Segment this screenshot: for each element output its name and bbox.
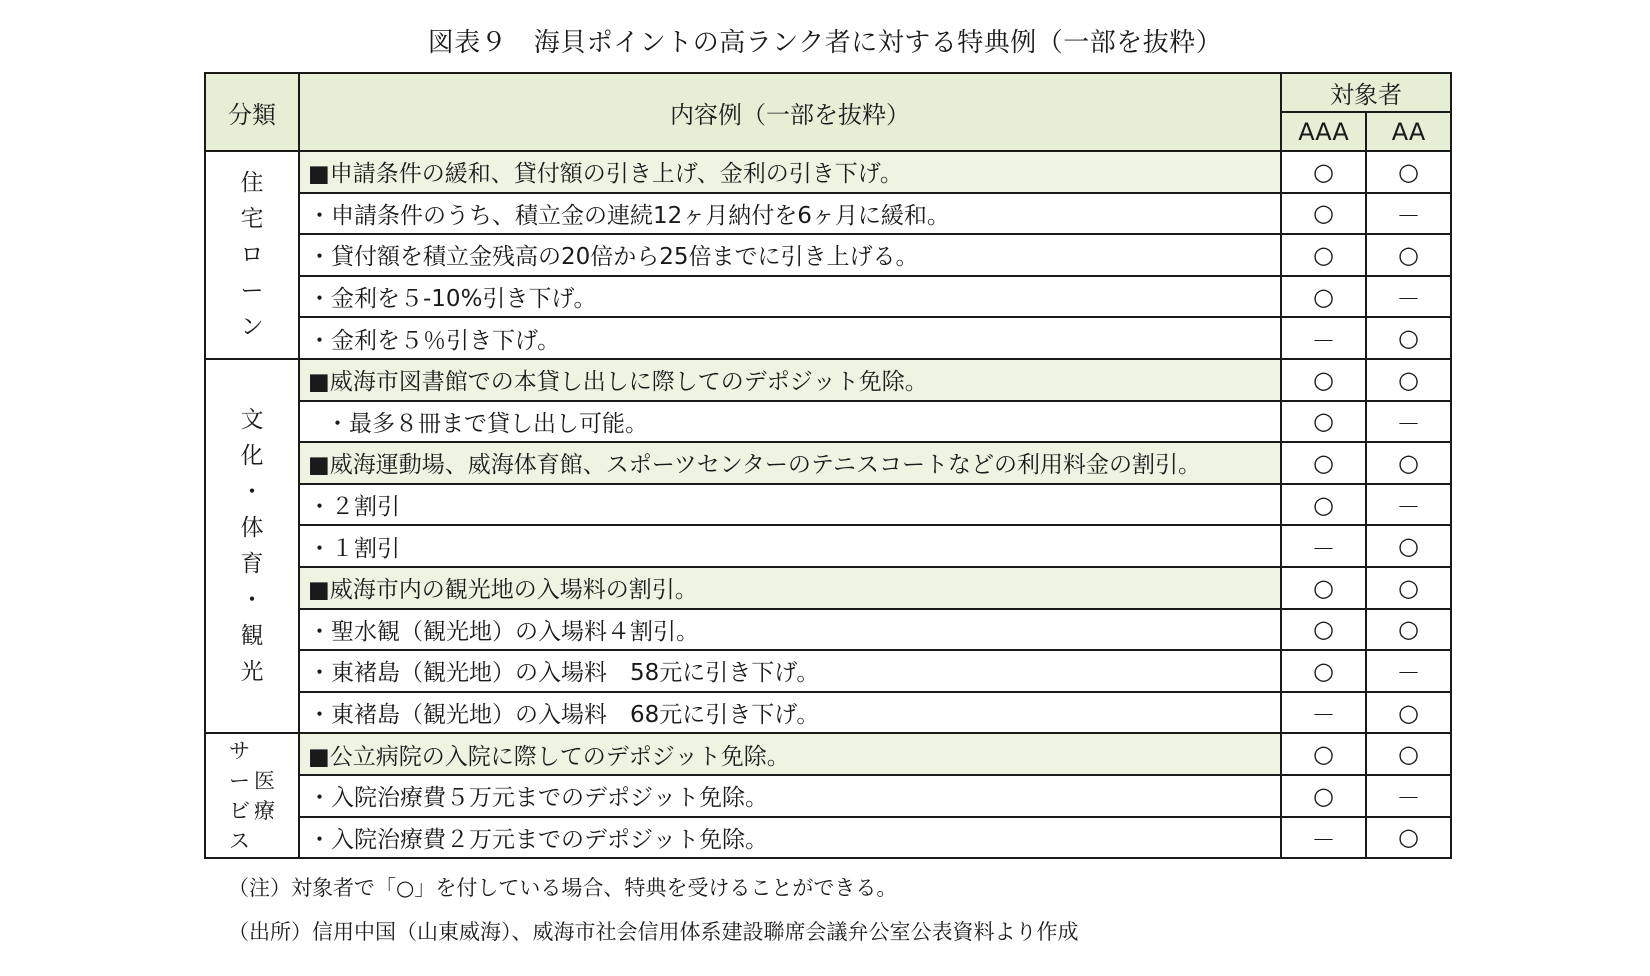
- mark-aaa: ○: [1281, 609, 1366, 651]
- row-text: ・金利を５-10%引き下げ。: [299, 276, 1281, 318]
- row-text: ・２割引: [299, 484, 1281, 526]
- mark-aaa: －: [1281, 525, 1366, 567]
- mark-aa: ○: [1366, 151, 1451, 193]
- mark-aa: －: [1366, 276, 1451, 318]
- mark-aa: ○: [1366, 733, 1451, 775]
- mark-aaa: ○: [1281, 733, 1366, 775]
- row-text: ■威海市内の観光地の入場料の割引。: [299, 567, 1281, 609]
- mark-aaa: ○: [1281, 775, 1366, 817]
- mark-aaa: －: [1281, 692, 1366, 734]
- mark-aaa: ○: [1281, 650, 1366, 692]
- row-text: ・貸付額を積立金残高の20倍から25倍までに引き上げる。: [299, 234, 1281, 276]
- mark-aaa: ○: [1281, 442, 1366, 484]
- category-culture-sports-tourism: 文 化 ・ 体 育 ・ 観 光: [205, 359, 299, 733]
- mark-aaa: ○: [1281, 151, 1366, 193]
- mark-aaa: ○: [1281, 401, 1366, 443]
- mark-aa: ○: [1366, 442, 1451, 484]
- mark-aaa: －: [1281, 817, 1366, 859]
- category-medical-service: サ ー ビ ス 医 療: [205, 733, 299, 858]
- row-text: ・東褚島（観光地）の入場料 68元に引き下げ。: [299, 692, 1281, 734]
- mark-aa: －: [1366, 484, 1451, 526]
- mark-aa: ○: [1366, 567, 1451, 609]
- row-text: ■威海市図書館での本貸し出しに際してのデポジット免除。: [299, 359, 1281, 401]
- mark-aa: －: [1366, 775, 1451, 817]
- row-text: ■威海運動場、威海体育館、スポーツセンターのテニスコートなどの利用料金の割引。: [299, 442, 1281, 484]
- category-housing-loan: 住 宅 ロ ー ン: [205, 151, 299, 359]
- mark-aaa: ○: [1281, 484, 1366, 526]
- row-text: ・入院治療費５万元までのデポジット免除。: [299, 775, 1281, 817]
- header-aa: AA: [1366, 112, 1451, 151]
- mark-aa: ○: [1366, 359, 1451, 401]
- mark-aa: ○: [1366, 692, 1451, 734]
- mark-aa: －: [1366, 193, 1451, 235]
- row-text: ・聖水観（観光地）の入場料４割引。: [299, 609, 1281, 651]
- header-aaa: AAA: [1281, 112, 1366, 151]
- row-text: ■申請条件の緩和、貸付額の引き上げ、金利の引き下げ。: [299, 151, 1281, 193]
- mark-aa: ○: [1366, 817, 1451, 859]
- mark-aaa: ○: [1281, 276, 1366, 318]
- mark-aa: －: [1366, 401, 1451, 443]
- row-text: ・入院治療費２万元までのデポジット免除。: [299, 817, 1281, 859]
- row-text: ・最多８冊まで貸し出し可能。: [299, 401, 1281, 443]
- source-text: （出所）信用中国（山東威海）、威海市社会信用体系建設聯席会議弁公室公表資料より作成: [228, 920, 1079, 944]
- mark-aa: ○: [1366, 234, 1451, 276]
- mark-aaa: ○: [1281, 567, 1366, 609]
- mark-aa: ○: [1366, 609, 1451, 651]
- row-text: ・１割引: [299, 525, 1281, 567]
- header-content: 内容例（一部を抜粋）: [299, 73, 1281, 151]
- mark-aa: ○: [1366, 525, 1451, 567]
- row-text: ■公立病院の入院に際してのデポジット免除。: [299, 733, 1281, 775]
- row-text: ・東褚島（観光地）の入場料 58元に引き下げ。: [299, 650, 1281, 692]
- header-category: 分類: [205, 73, 299, 151]
- mark-aaa: －: [1281, 317, 1366, 359]
- benefits-table: [204, 72, 1452, 859]
- mark-aa: －: [1366, 650, 1451, 692]
- header-target: 対象者: [1281, 73, 1451, 112]
- mark-aaa: ○: [1281, 234, 1366, 276]
- row-text: ・金利を５％引き下げ。: [299, 317, 1281, 359]
- row-text: ・申請条件のうち、積立金の連続12ヶ月納付を6ヶ月に緩和。: [299, 193, 1281, 235]
- mark-aaa: ○: [1281, 193, 1366, 235]
- mark-aaa: ○: [1281, 359, 1366, 401]
- figure-title: 図表９ 海貝ポイントの高ランク者に対する特典例（一部を抜粋）: [427, 28, 1223, 58]
- note-text: （注）対象者で「○」を付している場合、特典を受けることができる。: [228, 876, 898, 900]
- mark-aa: ○: [1366, 317, 1451, 359]
